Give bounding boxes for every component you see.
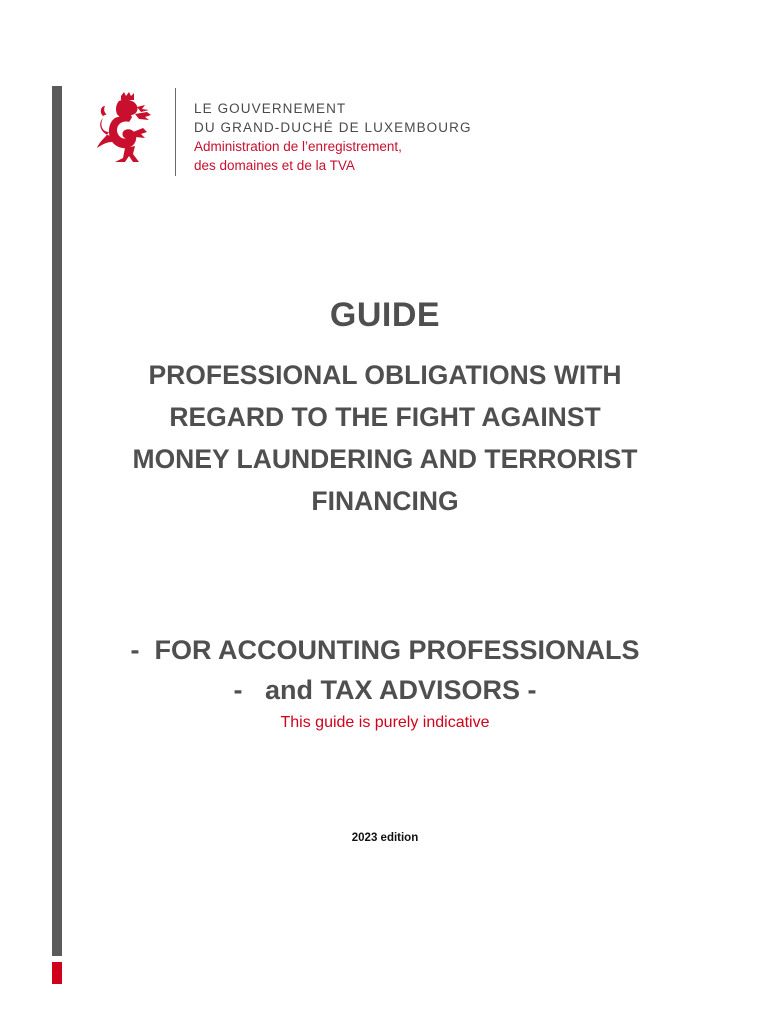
audience-line: - FOR ACCOUNTING PROFESSIONALS bbox=[130, 635, 640, 665]
subtitle-line: PROFESSIONAL OBLIGATIONS WITH bbox=[148, 360, 622, 390]
document-title: GUIDE bbox=[329, 296, 441, 334]
issuer-header bbox=[194, 99, 472, 175]
left-bar-red-accent bbox=[52, 962, 62, 984]
administration-line-1: Administration de l’enregistrement, bbox=[194, 139, 402, 154]
audience-line: - and TAX ADVISORS - bbox=[233, 675, 537, 705]
government-line-1: LE GOUVERNEMENT bbox=[194, 101, 347, 116]
administration-line-2: des domaines et de la TVA bbox=[194, 158, 355, 173]
subtitle-line: MONEY LAUNDERING AND TERRORIST bbox=[132, 444, 638, 474]
subtitle-line: FINANCING bbox=[311, 486, 459, 516]
red-lion-icon bbox=[95, 92, 161, 166]
document-subtitle bbox=[70, 354, 700, 522]
target-audience bbox=[70, 630, 700, 710]
subtitle-line: REGARD TO THE FIGHT AGAINST bbox=[169, 402, 601, 432]
edition-label: 2023 edition bbox=[351, 832, 419, 844]
disclaimer-note: This guide is purely indicative bbox=[280, 714, 490, 731]
government-line-2: DU GRAND-DUCHÉ DE LUXEMBOURG bbox=[194, 120, 472, 135]
logo-divider bbox=[175, 88, 176, 176]
left-decorative-bar bbox=[52, 86, 62, 956]
